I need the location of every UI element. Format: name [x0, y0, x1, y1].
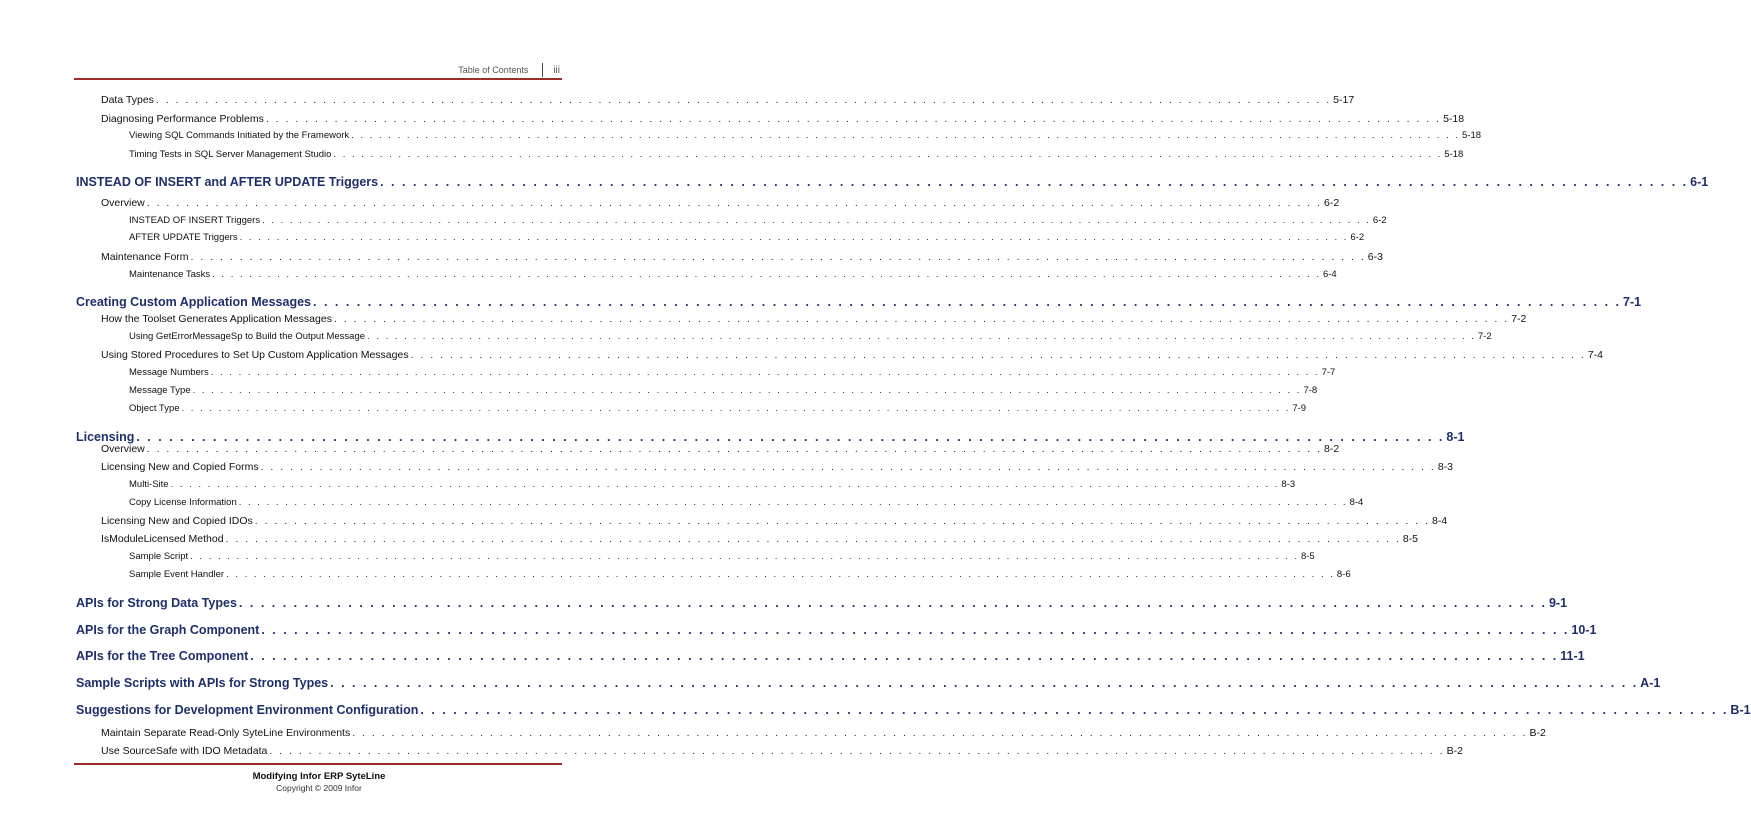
toc-section-entry — [101, 515, 1448, 527]
toc-entry-page: 5-18 — [1444, 149, 1464, 160]
toc-entry-page: 8-5 — [1300, 551, 1315, 562]
toc-section-entry — [101, 461, 1453, 473]
toc-entry-page: 5-18 — [1443, 113, 1465, 125]
toc-section-entry — [101, 533, 1418, 545]
toc-section-entry — [101, 313, 1527, 325]
toc-entry-page: B-2 — [1529, 727, 1546, 739]
toc-section-entry — [101, 745, 1463, 757]
toc-entry-title: Maintenance Tasks — [129, 269, 211, 280]
toc-section-entry — [101, 113, 1465, 125]
toc-entry-title: APIs for Strong Data Types — [76, 596, 237, 610]
toc-dot-leader: . . . . . . . . . . . . . . . . . . . . . . . . . . . . . . . . . . . . . . . . . . . . . . . . . . . . . . . . . . . . . . . . . . . . . . . . . . . . . . . . . . . . . . . . . . . . . . . . . . . . . . . . . . . . . . . . . . . . . . . . — [190, 251, 1366, 263]
toc-entry-page: 7-8 — [1303, 385, 1318, 396]
toc-chapter-entry — [76, 175, 1709, 189]
toc-section-entry — [129, 403, 1307, 414]
toc-section-entry — [129, 269, 1337, 280]
toc-entry-title: INSTEAD OF INSERT Triggers — [129, 215, 261, 226]
toc-entry-title: Using Stored Procedures to Set Up Custom Application Messages — [101, 349, 409, 361]
toc-entry-title: Data Types — [101, 94, 154, 106]
toc-entry-page: 8-2 — [1324, 443, 1340, 455]
toc-chapter-entry — [76, 703, 1751, 717]
toc-section-entry — [129, 367, 1336, 378]
toc-entry-page: 7-2 — [1511, 313, 1527, 325]
toc-section-entry — [129, 497, 1364, 508]
toc-section-entry — [101, 727, 1546, 739]
toc-section-entry — [101, 251, 1383, 263]
toc-entry-page: 8-5 — [1402, 533, 1418, 545]
toc-chapter-entry — [76, 596, 1568, 610]
toc-section-entry — [101, 443, 1340, 455]
toc-section-entry — [101, 197, 1340, 209]
toc-entry-title: Using GetErrorMessageSp to Build the Output Message — [129, 331, 366, 342]
toc-entry-title: Diagnosing Performance Problems — [101, 113, 264, 125]
toc-dot-leader: . . . . . . . . . . . . . . . . . . . . . . . . . . . . . . . . . . . . . . . . . . . . . . . . . . . . . . . . . . . . . . . . . . . . . . . . . . . . . . . . . . . . . . . . . . . . . . . . . . . . . . . . . . . . . . . . . . . . . . . . — [269, 745, 1445, 757]
toc-chapter-entry — [76, 676, 1661, 690]
toc-dot-leader: . . . . . . . . . . . . . . . . . . . . . . . . . . . . . . . . . . . . . . . . . . . . . . . . . . . . . . . . . . . . . . . . . . . . . . . . . . . . . . . . . . . . . . . . . . . . . . . . . . . . . . . . . . . . . . . . . . . . . . . . — [250, 649, 1559, 663]
toc-entry-title: Licensing — [76, 430, 135, 444]
footer-copyright: Copyright © 2009 Infor — [276, 783, 362, 793]
toc-dot-leader: . . . . . . . . . . . . . . . . . . . . . . . . . . . . . . . . . . . . . . . . . . . . . . . . . . . . . . . . . . . . . . . . . . . . . . . . . . . . . . . . . . . . . . . . . . . . . . . . . . . . . . . . . . . . . . . . . . . . . . . . — [155, 94, 1332, 106]
toc-section-entry — [129, 331, 1492, 342]
toc-dot-leader: . . . . . . . . . . . . . . . . . . . . . . . . . . . . . . . . . . . . . . . . . . . . . . . . . . . . . . . . . . . . . . . . . . . . . . . . . . . . . . . . . . . . . . . . . . . . . . . . . . . . . . . . . . . . . . . . . . . . . . . . — [410, 349, 1586, 361]
toc-entry-page: B-2 — [1446, 745, 1463, 757]
toc-entry-title: Sample Script — [129, 551, 189, 562]
toc-dot-leader: . . . . . . . . . . . . . . . . . . . . . . . . . . . . . . . . . . . . . . . . . . . . . . . . . . . . . . . . . . . . . . . . . . . . . . . . . . . . . . . . . . . . . . . . . . . . . . . . . . . . . . . . . . . . . . . . . . . . . . . . — [225, 533, 1401, 545]
toc-dot-leader: . . . . . . . . . . . . . . . . . . . . . . . . . . . . . . . . . . . . . . . . . . . . . . . . . . . . . . . . . . . . . . . . . . . . . . . . . . . . . . . . . . . . . . . . . . . . . . . . . . . . . . . . . . . . . . . . . . . . . . . . — [170, 479, 1280, 490]
toc-entry-title: How the Toolset Generates Application Messages — [101, 313, 332, 325]
toc-dot-leader: . . . . . . . . . . . . . . . . . . . . . . . . . . . . . . . . . . . . . . . . . . . . . . . . . . . . . . . . . . . . . . . . . . . . . . . . . . . . . . . . . . . . . . . . . . . . . . . . . . . . . . . . . . . . . . . . . . . . . . . . — [262, 215, 1371, 226]
toc-dot-leader: . . . . . . . . . . . . . . . . . . . . . . . . . . . . . . . . . . . . . . . . . . . . . . . . . . . . . . . . . . . . . . . . . . . . . . . . . . . . . . . . . . . . . . . . . . . . . . . . . . . . . . . . . . . . . . . . . . . . . . . . — [210, 367, 1320, 378]
toc-dot-leader: . . . . . . . . . . . . . . . . . . . . . . . . . . . . . . . . . . . . . . . . . . . . . . . . . . . . . . . . . . . . . . . . . . . . . . . . . . . . . . . . . . . . . . . . . . . . . . . . . . . . . . . . . . . . . . . . . . . . . . . . — [192, 385, 1302, 396]
toc-dot-leader: . . . . . . . . . . . . . . . . . . . . . . . . . . . . . . . . . . . . . . . . . . . . . . . . . . . . . . . . . . . . . . . . . . . . . . . . . . . . . . . . . . . . . . . . . . . . . . . . . . . . . . . . . . . . . . . . . . . . . . . . — [190, 551, 1299, 562]
toc-entry-title: Sample Scripts with APIs for Strong Types — [76, 676, 329, 690]
toc-dot-leader: . . . . . . . . . . . . . . . . . . . . . . . . . . . . . . . . . . . . . . . . . . . . . . . . . . . . . . . . . . . . . . . . . . . . . . . . . . . . . . . . . . . . . . . . . . . . . . . . . . . . . . . . . . . . . . . . . . . . . . . . — [239, 232, 1349, 243]
toc-entry-title: APIs for the Graph Component — [76, 623, 260, 637]
toc-entry-title: Multi-Site — [129, 479, 169, 490]
toc-dot-leader: . . . . . . . . . . . . . . . . . . . . . . . . . . . . . . . . . . . . . . . . . . . . . . . . . . . . . . . . . . . . . . . . . . . . . . . . . . . . . . . . . . . . . . . . . . . . . . . . . . . . . . . . . . . . . . . . . . . . . . . . — [261, 623, 1570, 637]
toc-entry-title: Maintain Separate Read-Only SyteLine Environments — [101, 727, 351, 739]
toc-entry-title: APIs for the Tree Component — [76, 649, 249, 663]
toc-entry-title: IsModuleLicensed Method — [101, 533, 224, 545]
toc-entry-page: 8-3 — [1281, 479, 1296, 490]
toc-entry-page: 10-1 — [1571, 623, 1597, 637]
toc-entry-page: 7-7 — [1321, 367, 1336, 378]
toc-dot-leader: . . . . . . . . . . . . . . . . . . . . . . . . . . . . . . . . . . . . . . . . . . . . . . . . . . . . . . . . . . . . . . . . . . . . . . . . . . . . . . . . . . . . . . . . . . . . . . . . . . . . . . . . . . . . . . . . . . . . . . . . — [260, 461, 1436, 473]
toc-entry-page: 7-9 — [1292, 403, 1307, 414]
toc-chapter-entry — [76, 295, 1642, 309]
toc-entry-page: 8-6 — [1336, 569, 1351, 580]
toc-section-entry — [129, 130, 1482, 141]
toc-entry-title: AFTER UPDATE Triggers — [129, 232, 238, 243]
toc-entry-page: 8-1 — [1446, 430, 1465, 444]
toc-dot-leader: . . . . . . . . . . . . . . . . . . . . . . . . . . . . . . . . . . . . . . . . . . . . . . . . . . . . . . . . . . . . . . . . . . . . . . . . . . . . . . . . . . . . . . . . . . . . . . . . . . . . . . . . . . . . . . . . . . . . . . . . — [265, 113, 1442, 125]
toc-entry-title: Maintenance Form — [101, 251, 189, 263]
toc-entry-title: Copy License Information — [129, 497, 237, 508]
toc-chapter-entry — [76, 623, 1597, 637]
toc-entry-page: 8-3 — [1437, 461, 1453, 473]
header-page-number: iii — [553, 64, 560, 76]
toc-entry-page: 6-2 — [1350, 232, 1365, 243]
toc-entry-page: 8-4 — [1349, 497, 1364, 508]
toc-entry-title: INSTEAD OF INSERT and AFTER UPDATE Triggers — [76, 175, 379, 189]
toc-entry-page: 7-1 — [1623, 295, 1642, 309]
footer-title: Modifying Infor ERP SyteLine — [252, 771, 386, 782]
toc-section-entry — [129, 385, 1318, 396]
toc-section-entry — [129, 551, 1315, 562]
toc-chapter-entry — [76, 649, 1585, 663]
toc-chapter-entry — [76, 430, 1465, 444]
toc-entry-page: 11-1 — [1560, 649, 1585, 663]
toc-dot-leader: . . . . . . . . . . . . . . . . . . . . . . . . . . . . . . . . . . . . . . . . . . . . . . . . . . . . . . . . . . . . . . . . . . . . . . . . . . . . . . . . . . . . . . . . . . . . . . . . . . . . . . . . . . . . . . . . . . . . . . . . — [136, 430, 1445, 444]
toc-dot-leader: . . . . . . . . . . . . . . . . . . . . . . . . . . . . . . . . . . . . . . . . . . . . . . . . . . . . . . . . . . . . . . . . . . . . . . . . . . . . . . . . . . . . . . . . . . . . . . . . . . . . . . . . . . . . . . . . . . . . . . . . — [313, 295, 1622, 309]
running-header — [458, 63, 560, 77]
toc-entry-page: 7-4 — [1587, 349, 1603, 361]
toc-dot-leader: . . . . . . . . . . . . . . . . . . . . . . . . . . . . . . . . . . . . . . . . . . . . . . . . . . . . . . . . . . . . . . . . . . . . . . . . . . . . . . . . . . . . . . . . . . . . . . . . . . . . . . . . . . . . . . . . . . . . . . . . — [380, 175, 1689, 189]
toc-entry-title: Creating Custom Application Messages — [76, 295, 311, 309]
toc-dot-leader: . . . . . . . . . . . . . . . . . . . . . . . . . . . . . . . . . . . . . . . . . . . . . . . . . . . . . . . . . . . . . . . . . . . . . . . . . . . . . . . . . . . . . . . . . . . . . . . . . . . . . . . . . . . . . . . . . . . . . . . . — [238, 596, 1547, 610]
toc-dot-leader: . . . . . . . . . . . . . . . . . . . . . . . . . . . . . . . . . . . . . . . . . . . . . . . . . . . . . . . . . . . . . . . . . . . . . . . . . . . . . . . . . . . . . . . . . . . . . . . . . . . . . . . . . . . . . . . . . . . . . . . . — [351, 130, 1461, 141]
header-rule — [74, 78, 562, 80]
page-footer — [0, 771, 638, 793]
header-separator — [542, 63, 543, 77]
toc-entry-title: Timing Tests in SQL Server Management Studio — [129, 149, 332, 160]
toc-entry-title: Viewing SQL Commands Initiated by the Framework — [129, 130, 350, 141]
toc-section-entry — [129, 215, 1387, 226]
toc-dot-leader: . . . . . . . . . . . . . . . . . . . . . . . . . . . . . . . . . . . . . . . . . . . . . . . . . . . . . . . . . . . . . . . . . . . . . . . . . . . . . . . . . . . . . . . . . . . . . . . . . . . . . . . . . . . . . . . . . . . . . . . . — [146, 443, 1322, 455]
toc-dot-leader: . . . . . . . . . . . . . . . . . . . . . . . . . . . . . . . . . . . . . . . . . . . . . . . . . . . . . . . . . . . . . . . . . . . . . . . . . . . . . . . . . . . . . . . . . . . . . . . . . . . . . . . . . . . . . . . . . . . . . . . . — [181, 403, 1291, 414]
toc-section-entry — [129, 232, 1365, 243]
toc-entry-page: 6-3 — [1367, 251, 1383, 263]
toc-entry-title: Licensing New and Copied Forms — [101, 461, 259, 473]
toc-dot-leader: . . . . . . . . . . . . . . . . . . . . . . . . . . . . . . . . . . . . . . . . . . . . . . . . . . . . . . . . . . . . . . . . . . . . . . . . . . . . . . . . . . . . . . . . . . . . . . . . . . . . . . . . . . . . . . . . . . . . . . . . — [333, 313, 1510, 325]
toc-entry-title: Sample Event Handler — [129, 569, 225, 580]
toc-entry-page: 8-4 — [1431, 515, 1448, 527]
toc-dot-leader: . . . . . . . . . . . . . . . . . . . . . . . . . . . . . . . . . . . . . . . . . . . . . . . . . . . . . . . . . . . . . . . . . . . . . . . . . . . . . . . . . . . . . . . . . . . . . . . . . . . . . . . . . . . . . . . . . . . . . . . . — [330, 676, 1639, 690]
toc-entry-page: 9-1 — [1548, 596, 1568, 610]
toc-entry-title: Overview — [101, 443, 145, 455]
toc-entry-title: Message Numbers — [129, 367, 209, 378]
toc-entry-page: A-1 — [1640, 676, 1661, 690]
toc-entry-title: Message Type — [129, 385, 191, 396]
toc-section-entry — [129, 149, 1464, 160]
toc-dot-leader: . . . . . . . . . . . . . . . . . . . . . . . . . . . . . . . . . . . . . . . . . . . . . . . . . . . . . . . . . . . . . . . . . . . . . . . . . . . . . . . . . . . . . . . . . . . . . . . . . . . . . . . . . . . . . . . . . . . . . . . . — [238, 497, 1348, 508]
toc-entry-page: 6-2 — [1324, 197, 1340, 209]
toc-dot-leader: . . . . . . . . . . . . . . . . . . . . . . . . . . . . . . . . . . . . . . . . . . . . . . . . . . . . . . . . . . . . . . . . . . . . . . . . . . . . . . . . . . . . . . . . . . . . . . . . . . . . . . . . . . . . . . . . . . . . . . . . — [420, 703, 1729, 717]
toc-section-entry — [101, 349, 1603, 361]
toc-entry-title: Object Type — [129, 403, 180, 414]
toc-entry-title: Use SourceSafe with IDO Metadata — [101, 745, 268, 757]
toc-entry-page: 6-4 — [1322, 269, 1337, 280]
toc-entry-title: Overview — [101, 197, 145, 209]
toc-dot-leader: . . . . . . . . . . . . . . . . . . . . . . . . . . . . . . . . . . . . . . . . . . . . . . . . . . . . . . . . . . . . . . . . . . . . . . . . . . . . . . . . . . . . . . . . . . . . . . . . . . . . . . . . . . . . . . . . . . . . . . . . — [146, 197, 1322, 209]
toc-entry-page: 5-17 — [1333, 94, 1355, 106]
footer-rule — [74, 763, 562, 765]
toc-entry-title: Licensing New and Copied IDOs — [101, 515, 253, 527]
toc-dot-leader: . . . . . . . . . . . . . . . . . . . . . . . . . . . . . . . . . . . . . . . . . . . . . . . . . . . . . . . . . . . . . . . . . . . . . . . . . . . . . . . . . . . . . . . . . . . . . . . . . . . . . . . . . . . . . . . . . . . . . . . . — [333, 149, 1443, 160]
toc-dot-leader: . . . . . . . . . . . . . . . . . . . . . . . . . . . . . . . . . . . . . . . . . . . . . . . . . . . . . . . . . . . . . . . . . . . . . . . . . . . . . . . . . . . . . . . . . . . . . . . . . . . . . . . . . . . . . . . . . . . . . . . . — [254, 515, 1430, 527]
toc-section-entry — [101, 94, 1355, 106]
toc-entry-page: 6-2 — [1372, 215, 1387, 226]
toc-section-entry — [129, 569, 1351, 580]
toc-section-entry — [129, 479, 1296, 490]
toc-dot-leader: . . . . . . . . . . . . . . . . . . . . . . . . . . . . . . . . . . . . . . . . . . . . . . . . . . . . . . . . . . . . . . . . . . . . . . . . . . . . . . . . . . . . . . . . . . . . . . . . . . . . . . . . . . . . . . . . . . . . . . . . — [212, 269, 1321, 280]
toc-dot-leader: . . . . . . . . . . . . . . . . . . . . . . . . . . . . . . . . . . . . . . . . . . . . . . . . . . . . . . . . . . . . . . . . . . . . . . . . . . . . . . . . . . . . . . . . . . . . . . . . . . . . . . . . . . . . . . . . . . . . . . . . — [352, 727, 1528, 739]
toc-entry-page: B-1 — [1730, 703, 1751, 717]
toc-entry-page: 6-1 — [1690, 175, 1709, 189]
toc-entry-page: 5-18 — [1462, 130, 1482, 141]
toc-entry-title: Suggestions for Development Environment Configuration — [76, 703, 419, 717]
toc-dot-leader: . . . . . . . . . . . . . . . . . . . . . . . . . . . . . . . . . . . . . . . . . . . . . . . . . . . . . . . . . . . . . . . . . . . . . . . . . . . . . . . . . . . . . . . . . . . . . . . . . . . . . . . . . . . . . . . . . . . . . . . . — [367, 331, 1476, 342]
toc-dot-leader: . . . . . . . . . . . . . . . . . . . . . . . . . . . . . . . . . . . . . . . . . . . . . . . . . . . . . . . . . . . . . . . . . . . . . . . . . . . . . . . . . . . . . . . . . . . . . . . . . . . . . . . . . . . . . . . . . . . . . . . . — [226, 569, 1335, 580]
header-section-title: Table of Contents — [458, 65, 529, 75]
toc-entry-page: 7-2 — [1477, 331, 1492, 342]
